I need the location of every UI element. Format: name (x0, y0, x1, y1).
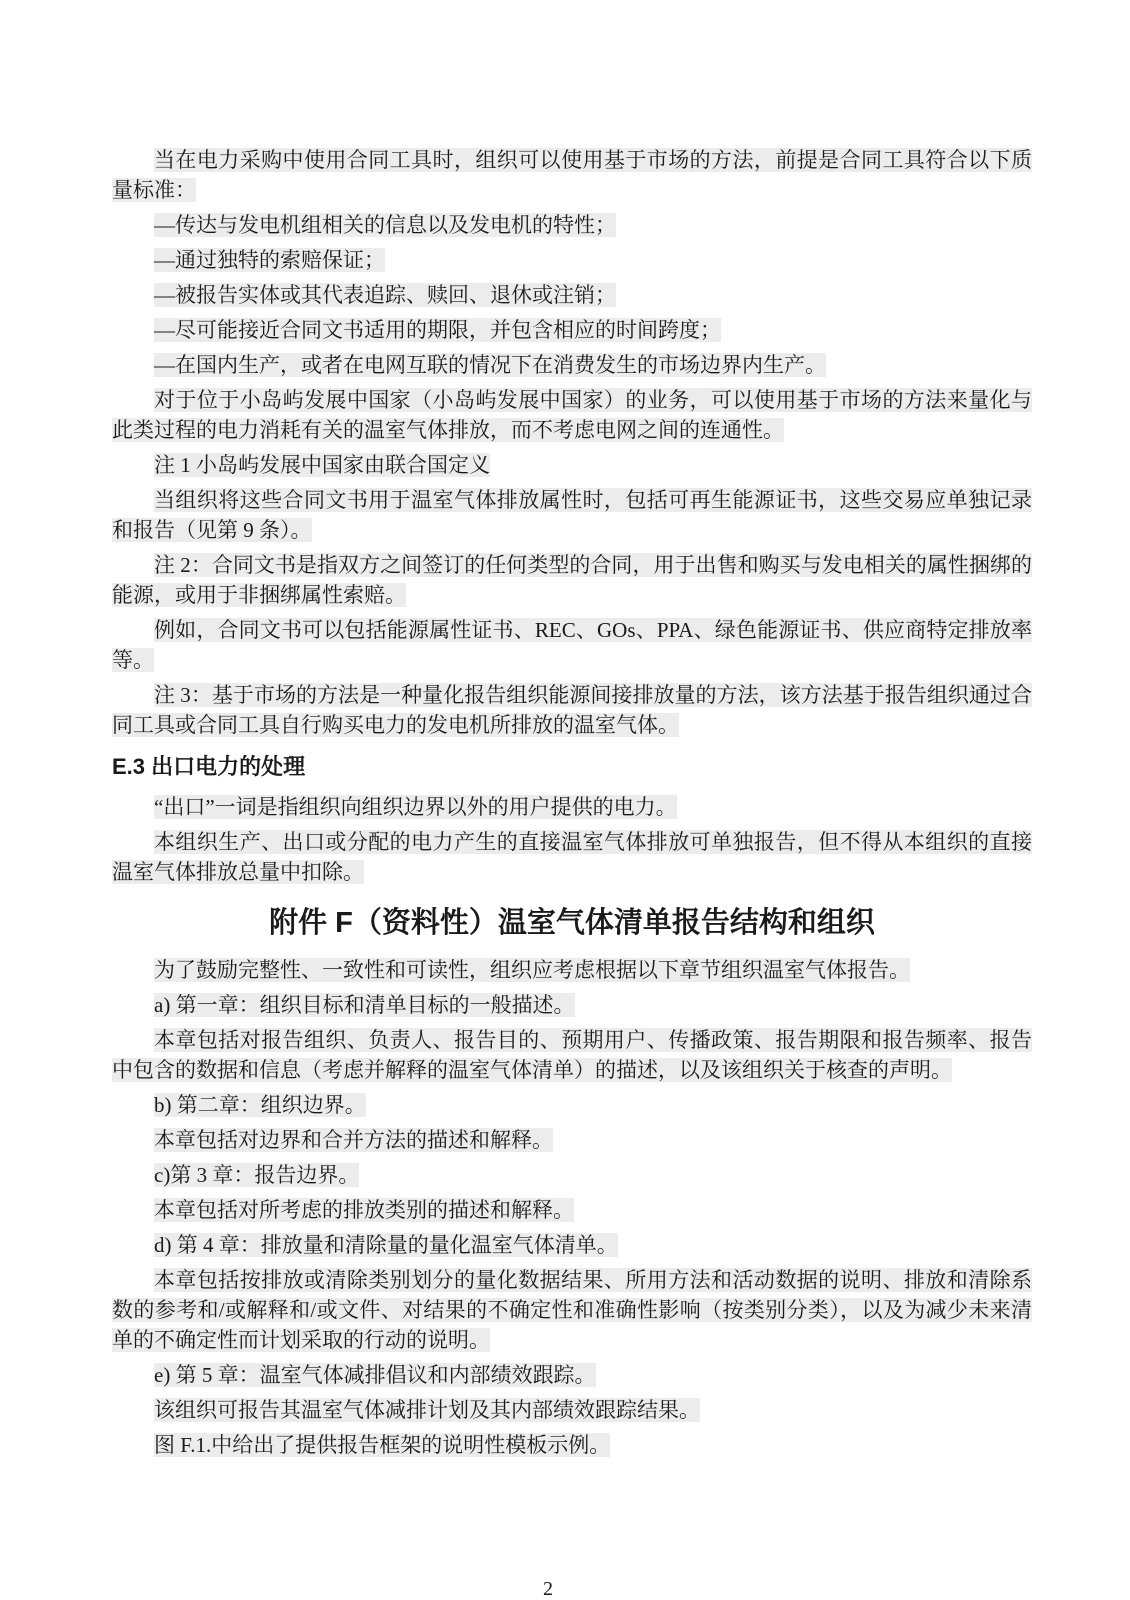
paragraph-contract-instruments (112, 145, 1032, 205)
chapter-item-text: e) 第 5 章：温室气体减排倡议和内部绩效跟踪。 (154, 1363, 596, 1387)
paragraph-text: 该组织可报告其温室气体减排计划及其内部绩效跟踪结果。 (154, 1398, 700, 1422)
heading-annex-f: 附件 F（资料性）温室气体清单报告结构和组织 (269, 907, 875, 939)
paragraph-text: 当在电力采购中使用合同工具时，组织可以使用基于市场的方法，前提是合同工具符合以下质量标准： (112, 148, 1032, 202)
paragraph-export-definition (112, 792, 1032, 822)
chapter-item-c (112, 1160, 1032, 1190)
bullet-item-unique-claim (112, 245, 1032, 275)
paragraph-text: 本章包括对报告组织、负责人、报告目的、预期用户、传播政策、报告期限和报告频率、报告中包含的数据和信息（考虑并解释的温室气体清单）的描述，以及该组织关于核查的声明。 (112, 1028, 1032, 1082)
chapter-item-e (112, 1360, 1032, 1390)
bullet-text: —传达与发电机组相关的信息以及发电机的特性； (154, 213, 616, 237)
paragraph-chapter5-description (112, 1395, 1032, 1425)
paragraph-text: 本章包括对所考虑的排放类别的描述和解释。 (154, 1198, 574, 1222)
paragraph-export-reporting (112, 827, 1032, 887)
note-2 (112, 550, 1032, 610)
paragraph-annex-intro (112, 955, 1032, 985)
paragraph-text: 为了鼓励完整性、一致性和可读性，组织应考虑根据以下章节组织温室气体报告。 (154, 958, 910, 982)
heading-e3-exported-electricity: E.3 出口电力的处理 (112, 754, 306, 779)
paragraph-text: 本章包括按排放或清除类别划分的量化数据结果、所用方法和活动数据的说明、排放和清除系数的参考和/或解释和/或文件、对结果的不确定性和准确性影响（按类别分类），以及为减少未来清单的不确定性而计划采取的行动的说明。 (112, 1268, 1032, 1352)
bullet-item-time-span (112, 315, 1032, 345)
paragraph-text: 对于位于小岛屿发展中国家（小岛屿发展中国家）的业务，可以使用基于市场的方法来量化与此类过程的电力消耗有关的温室气体排放，而不考虑电网之间的连通性。 (112, 388, 1032, 442)
note-text: 注 2：合同文书是指双方之间签订的任何类型的合同，用于出售和购买与发电相关的属性捆绑的能源，或用于非捆绑属性索赔。 (112, 553, 1032, 607)
chapter-item-b (112, 1090, 1032, 1120)
page-number: 2 (543, 1578, 553, 1600)
paragraph-ghg-attributes (112, 485, 1032, 545)
chapter-item-text: d) 第 4 章：排放量和清除量的量化温室气体清单。 (154, 1233, 618, 1257)
note-3 (112, 680, 1032, 740)
note-text: 注 3：基于市场的方法是一种量化报告组织能源间接排放量的方法，该方法基于报告组织通过合同工具或合同工具自行购买电力的发电机所排放的温室气体。 (112, 683, 1032, 737)
paragraph-text: 当组织将这些合同文书用于温室气体排放属性时，包括可再生能源证书，这些交易应单独记录和报告（见第 9 条）。 (112, 488, 1032, 542)
bullet-text: —在国内生产，或者在电网互联的情况下在消费发生的市场边界内生产。 (154, 353, 826, 377)
paragraph-text: 本章包括对边界和合并方法的描述和解释。 (154, 1128, 553, 1152)
bullet-item-generator-info (112, 210, 1032, 240)
chapter-item-d (112, 1230, 1032, 1260)
paragraph-text: 例如，合同文书可以包括能源属性证书、REC、GOs、PPA、绿色能源证书、供应商特定排放率等。 (112, 618, 1032, 672)
paragraph-chapter2-description (112, 1125, 1032, 1155)
paragraph-chapter3-description (112, 1195, 1032, 1225)
bullet-item-market-boundary (112, 350, 1032, 380)
chapter-item-text: a) 第一章：组织目标和清单目标的一般描述。 (154, 993, 575, 1017)
chapter-item-text: c)第 3 章：报告边界。 (154, 1163, 360, 1187)
figure-reference (112, 1430, 1032, 1460)
note-text: 注 1 小岛屿发展中国家由联合国定义 (154, 453, 490, 477)
paragraph-sids (112, 385, 1032, 445)
chapter-item-text: b) 第二章：组织边界。 (154, 1093, 366, 1117)
paragraph-text: “出口”一词是指组织向组织边界以外的用户提供的电力。 (154, 795, 677, 819)
paragraph-chapter4-description (112, 1265, 1032, 1355)
bullet-text: —尽可能接近合同文书适用的期限，并包含相应的时间跨度； (154, 318, 721, 342)
paragraph-text: 图 F.1.中给出了提供报告框架的说明性模板示例。 (154, 1433, 611, 1457)
paragraph-text: 本组织生产、出口或分配的电力产生的直接温室气体排放可单独报告，但不得从本组织的直接温室气体排放总量中扣除。 (112, 830, 1032, 884)
bullet-text: —通过独特的索赔保证； (154, 248, 385, 272)
chapter-item-a (112, 990, 1032, 1020)
paragraph-example (112, 615, 1032, 675)
bullet-text: —被报告实体或其代表追踪、赎回、退休或注销； (154, 283, 616, 307)
bullet-item-tracking-retirement (112, 280, 1032, 310)
note-1 (112, 450, 1032, 480)
paragraph-chapter1-description (112, 1025, 1032, 1085)
